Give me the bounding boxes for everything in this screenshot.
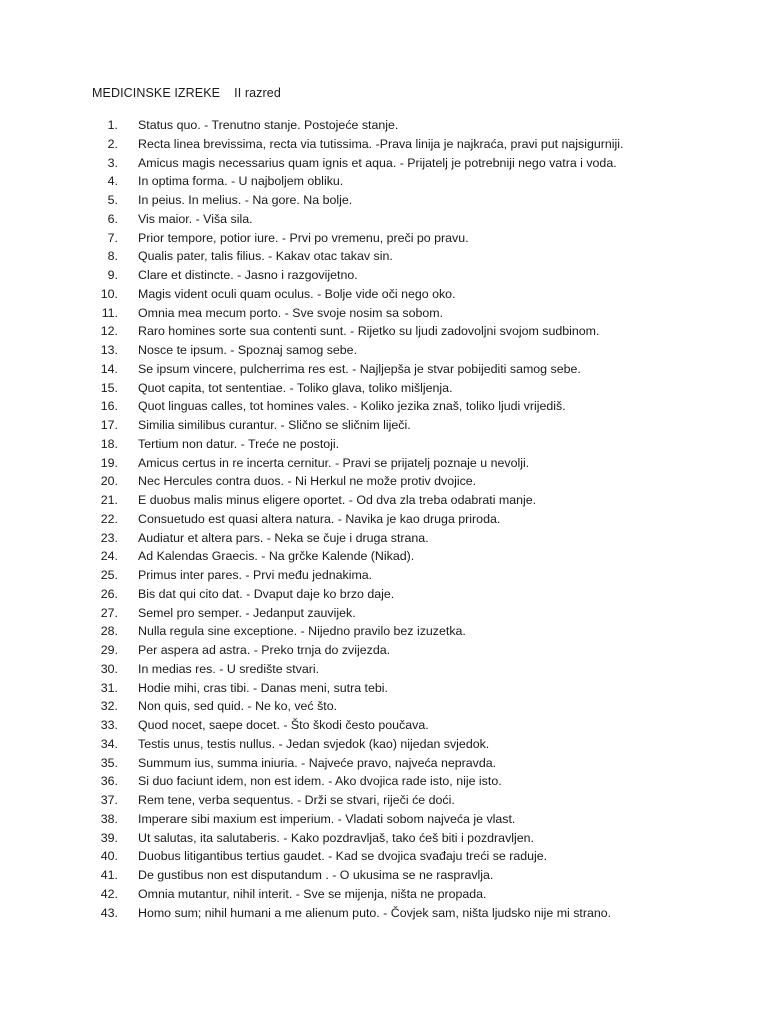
list-item-number: 32. — [100, 699, 118, 714]
list-item-text: Qualis pater, talis filius. - Kakav otac takav sin. — [138, 249, 393, 264]
list-item-number: 19. — [100, 455, 118, 470]
list-item-text: Per aspera ad astra. - Preko trnja do zvijezda. — [138, 643, 391, 657]
list-item-text: Amicus certus in re incerta cernitur. - Pravi se prijatelj poznaje u nevolji. — [138, 455, 530, 470]
list-item-text: Se ipsum vincere, pulcherrima res est. - Najljepša je stvar pobijediti samog sebe. — [138, 361, 581, 376]
list-item — [92, 772, 732, 791]
list-item — [92, 716, 732, 735]
list-item-number: 6. — [107, 211, 118, 226]
list-item — [92, 379, 732, 398]
list-item — [92, 247, 732, 266]
list-item-text: In medias res. - U središte stvari. — [138, 661, 320, 676]
list-item — [92, 266, 732, 285]
list-item-text: Similia similibus curantur. - Slično se sličnim liječi. — [138, 418, 411, 432]
list-item-text: Consuetudo est quasi altera natura. - Navika je kao druga priroda. — [138, 511, 501, 526]
list-item — [92, 866, 732, 885]
list-item-text: Raro homines sorte sua contenti sunt. - Rijetko su ljudi zadovoljni svojom sudbinom. — [138, 324, 600, 339]
list-item — [92, 416, 732, 435]
list-item-number: 25. — [100, 568, 118, 582]
list-item-number: 22. — [100, 511, 118, 526]
list-item — [92, 547, 732, 566]
list-item — [92, 885, 732, 904]
list-item-text: Primus inter pares. - Prvi među jednakima. — [138, 568, 373, 582]
list-item — [92, 566, 732, 585]
list-item-text: Semel pro semper. - Jedanput zauvijek. — [138, 605, 356, 620]
title-text: MEDICINSKE IZREKE — [92, 86, 221, 100]
list-item-number: 21. — [100, 493, 118, 507]
list-item-number: 42. — [100, 886, 118, 901]
list-item-text: E duobus malis minus eligere oportet. - Od dva zla treba odabrati manje. — [138, 493, 537, 507]
list-item — [92, 435, 732, 454]
list-item-number: 9. — [107, 268, 118, 282]
list-item-number: 11. — [101, 305, 118, 320]
list-item — [92, 735, 732, 754]
list-item-number: 4. — [107, 174, 118, 189]
list-item — [92, 491, 732, 510]
page-title — [92, 86, 281, 100]
list-item — [92, 304, 732, 323]
list-item — [92, 829, 732, 848]
list-item — [92, 904, 732, 923]
list-item-text: Prior tempore, potior iure. - Prvi po vremenu, preči po pravu. — [138, 230, 469, 245]
list-item-number: 18. — [100, 436, 118, 451]
list-item-number: 23. — [100, 530, 118, 545]
list-item-text: Status quo. - Trenutno stanje. Postojeće stanje. — [138, 118, 399, 132]
list-item-number: 24. — [100, 549, 118, 564]
list-item-text: Magis vident oculi quam oculus. - Bolje vide oči nego oko. — [138, 286, 456, 301]
list-item-text: Duobus litigantibus tertius gaudet. - Kad se dvojica svađaju treći se raduje. — [138, 849, 548, 864]
list-item — [92, 679, 732, 698]
list-item — [92, 360, 732, 379]
list-item-text: Amicus magis necessarius quam ignis et aqua. - Prijatelj je potrebniji nego vatra i voda. — [138, 155, 617, 170]
list-item — [92, 660, 732, 679]
list-item — [92, 322, 732, 341]
list-item-text: Ad Kalendas Graecis. - Na grčke Kalende (Nikad). — [138, 549, 415, 564]
list-item-text: Homo sum; nihil humani a me alienum puto. - Čovjek sam, ništa ljudsko nije mi strano. — [138, 905, 612, 920]
list-item-number: 27. — [100, 605, 118, 620]
list-item-text: Nosce te ipsum. - Spoznaj samog sebe. — [138, 343, 358, 357]
list-item — [92, 697, 732, 716]
list-item-text: Omnia mutantur, nihil interit. - Sve se mijenja, ništa ne propada. — [138, 886, 487, 901]
list-item-text: Rem tene, verba sequentus. - Drži se stvari, riječi će doći. — [138, 793, 455, 807]
list-item-number: 37. — [100, 793, 118, 807]
list-item — [92, 135, 732, 154]
list-item-number: 12. — [100, 324, 118, 339]
list-item-text: Non quis, sed quid. - Ne ko, već što. — [138, 699, 338, 714]
list-item-number: 14. — [100, 361, 118, 376]
list-item — [92, 622, 732, 641]
list-item-number: 34. — [100, 736, 118, 751]
list-item — [92, 397, 732, 416]
list-item-text: Tertium non datur. - Treće ne postoji. — [138, 436, 340, 451]
title-subtitle: II razred — [234, 86, 281, 100]
list-item — [92, 210, 732, 229]
list-item-text: Quot capita, tot sententiae. - Toliko glava, toliko mišljenja. — [138, 380, 453, 395]
list-item — [92, 529, 732, 548]
list-item-number: 20. — [100, 474, 118, 489]
list-item — [92, 229, 732, 248]
list-item — [92, 641, 732, 660]
list-item-number: 26. — [100, 586, 118, 601]
list-item — [92, 285, 732, 304]
list-item-number: 39. — [100, 830, 118, 845]
list-item — [92, 341, 732, 360]
list-item — [92, 585, 732, 604]
list-item-text: In peius. In melius. - Na gore. Na bolje. — [138, 193, 353, 207]
list-item-number: 40. — [100, 849, 118, 864]
list-item — [92, 472, 732, 491]
list-item-number: 41. — [100, 868, 118, 882]
list-item-text: Testis unus, testis nullus. - Jedan svjedok (kao) nijedan svjedok. — [138, 736, 490, 751]
list-item-number: 31. — [100, 680, 118, 695]
list-item-number: 13. — [100, 343, 118, 357]
list-item — [92, 191, 732, 210]
list-item-text: Summum ius, summa iniuria. - Najveće pravo, najveća nepravda. — [138, 755, 497, 770]
list-item-text: In optima forma. - U najboljem obliku. — [138, 174, 344, 189]
list-item-number: 17. — [100, 418, 118, 432]
list-item-number: 30. — [100, 661, 118, 676]
list-item-number: 35. — [100, 755, 118, 770]
list-item-text: Nulla regula sine exceptione. - Nijedno pravilo bez izuzetka. — [138, 624, 466, 639]
list-item-text: Audiatur et altera pars. - Neka se čuje i druga strana. — [138, 530, 429, 545]
list-item — [92, 172, 732, 191]
list-item-text: Bis dat qui cito dat. - Dvaput daje ko brzo daje. — [138, 586, 395, 601]
list-item-text: Omnia mea mecum porto. - Sve svoje nosim sa sobom. — [138, 305, 444, 320]
list-item-text: Quot linguas calles, tot homines vales. - Koliko jezika znaš, toliko ljudi vrijediš. — [138, 399, 566, 414]
list-item — [92, 810, 732, 829]
list-item-number: 7. — [107, 230, 118, 245]
list-item-number: 43. — [100, 905, 118, 920]
list-item-number: 38. — [100, 811, 118, 826]
list-item-text: De gustibus non est disputandum . - O ukusima se ne raspravlja. — [138, 868, 494, 882]
list-item — [92, 791, 732, 810]
list-item-number: 8. — [107, 249, 118, 264]
list-item-number: 2. — [107, 136, 118, 151]
list-item-text: Recta linea brevissima, recta via tutissima. -Prava linija je najkraća, pravi put najsigurniji. — [138, 136, 624, 151]
list-item-text: Quod nocet, saepe docet. - Što škodi često poučava. — [138, 718, 429, 732]
list-item-number: 3. — [107, 155, 118, 170]
list-item-number: 16. — [100, 399, 118, 414]
list-item — [92, 604, 732, 623]
list-item — [92, 116, 732, 135]
list-item-text: Hodie mihi, cras tibi. - Danas meni, sutra tebi. — [138, 680, 388, 695]
list-item-text: Si duo faciunt idem, non est idem. - Ako dvojica rade isto, nije isto. — [138, 774, 502, 789]
list-item-text: Ut salutas, ita salutaberis. - Kako pozdravljaš, tako ćeš biti i pozdravljen. — [138, 830, 534, 845]
list-item-text: Clare et distincte. - Jasno i razgovijetno. — [138, 268, 358, 282]
list-item — [92, 847, 732, 866]
list-item-number: 29. — [100, 643, 118, 657]
list-item — [92, 154, 732, 173]
list-item-number: 33. — [100, 718, 118, 732]
list-item-text: Imperare sibi maxium est imperium. - Vladati sobom najveća je vlast. — [138, 811, 516, 826]
list-item-text: Vis maior. - Viša sila. — [138, 211, 253, 226]
list-item-number: 10. — [100, 286, 118, 301]
list-item-number: 15. — [100, 380, 118, 395]
list-item-number: 1. — [107, 118, 118, 132]
list-item — [92, 510, 732, 529]
list-item-number: 36. — [100, 774, 118, 789]
list-item-number: 5. — [107, 193, 118, 207]
list-item — [92, 754, 732, 773]
proverb-list — [92, 116, 732, 922]
list-item — [92, 454, 732, 473]
list-item-text: Nec Hercules contra duos. - Ni Herkul ne može protiv dvojice. — [138, 474, 477, 489]
list-item-number: 28. — [100, 624, 118, 639]
